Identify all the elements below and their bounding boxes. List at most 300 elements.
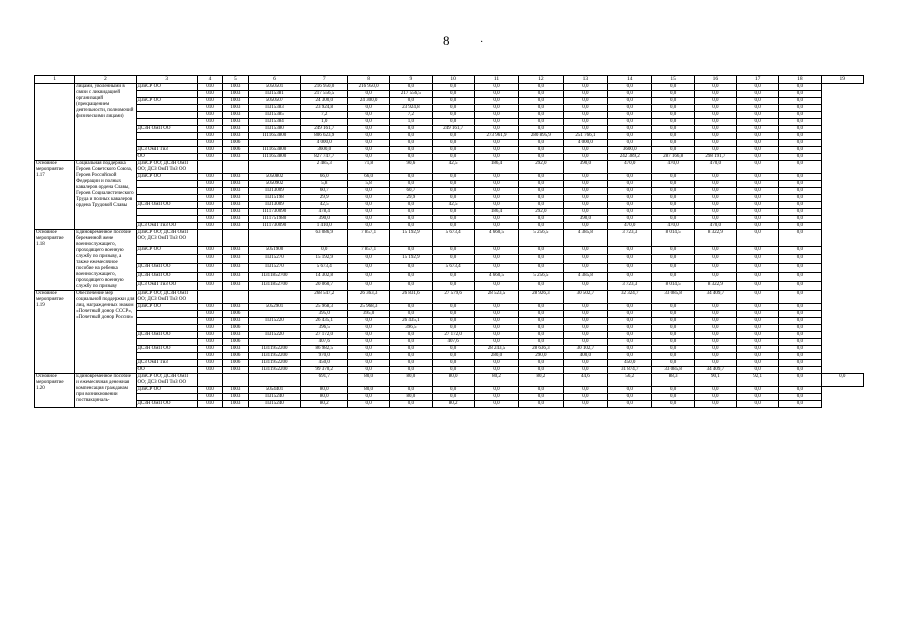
value-cell: 0,0 [694,174,736,181]
value-cell: 0,0 [694,202,736,209]
value-cell: 0,0 [779,126,821,133]
value-cell: 0,0 [474,311,518,318]
value-cell: 0,0 [390,154,432,161]
value-cell: 396,5 [390,325,432,332]
value-cell: 15 192,9 [390,255,432,264]
value-cell: 0,0 [474,174,518,181]
value-cell: 0,0 [519,360,563,367]
value-cell: 0,0 [347,133,389,140]
value-cell: 010 [197,181,222,188]
value-cell: 010 [197,339,222,346]
table-row [35,367,864,374]
table-row [35,216,864,223]
value-cell: 010 [197,98,222,105]
value-cell: 32 324,7 [608,291,652,304]
value-cell: 0,0 [694,140,736,147]
value-cell: П11653800 [248,133,301,140]
value-cell: 0,0 [563,311,607,318]
value-cell: 0,0 [694,195,736,202]
value-cell: П315240 [248,401,301,408]
value-cell: 0,0 [432,304,474,311]
value-cell: 010 [197,105,222,112]
value-cell: 0,0 [432,209,474,216]
value-cell: 1003 [223,304,248,311]
value-cell: 0,0 [563,98,607,105]
value-cell: 0,0 [608,246,652,255]
value-cell: 0,0 [519,140,563,147]
value-cell: 407,6 [301,339,348,346]
value-cell: 0,0 [474,195,518,202]
value-cell: П313009 [248,188,301,195]
value-cell: 5052901 [248,304,301,311]
value-cell: 1003 [223,112,248,119]
value-cell: 4 385,8 [563,230,607,247]
value-cell: 80,0 [301,387,348,394]
value-cell [223,230,248,247]
value-cell: 0,0 [652,264,694,273]
value-cell: П11730090 [248,223,301,230]
value-cell: 0,0 [347,147,389,154]
value-cell: 63 086,9 [301,230,348,247]
responsible-body: ДСЗ ОмП ТиЗ ОО [136,223,197,230]
value-cell: 5051900 [248,246,301,255]
value-cell: 0,0 [347,401,389,408]
value-cell: 0,0 [432,98,474,105]
value-cell: 0,0 [779,304,821,311]
value-cell: 0,0 [474,255,518,264]
value-cell: 0,0 [519,91,563,98]
value-cell: 80,0 [347,387,389,394]
value-cell: 0,0 [563,360,607,367]
table-row [35,84,864,91]
value-cell: 0,0 [474,119,518,126]
value-cell: П11653800 [248,154,301,161]
value-cell: 7,2 [390,112,432,119]
value-cell: 0,0 [779,273,821,282]
value-cell: 0,0 [779,282,821,291]
value-cell: 8 014,5 [652,230,694,247]
value-cell: 0,0 [301,246,348,255]
measure-code: Основное мероприятие 1.20 [35,374,75,408]
value-cell: 470,0 [652,223,694,230]
value-cell: 0,0 [432,181,474,188]
column-number: 19 [821,76,863,84]
value-cell: 25 968,3 [301,304,348,311]
table-row [35,230,864,247]
value-cell: 0,0 [608,98,652,105]
value-cell: 1003 [223,98,248,105]
value-cell: 1003 [223,367,248,374]
value-cell: 0,0 [736,311,778,318]
column-number: 2 [75,76,136,84]
value-cell: 0,0 [563,223,607,230]
value-cell: 0,0 [736,216,778,223]
value-cell: 249 161,7 [432,126,474,133]
value-cell: 0,0 [563,339,607,346]
value-cell: 0,0 [347,216,389,223]
value-cell: 0,0 [432,223,474,230]
value-cell: 1003 [223,174,248,181]
value-cell: 0,0 [779,119,821,126]
value-cell: 0,0 [390,202,432,209]
value-cell: 1006 [223,360,248,367]
value-cell: 0,0 [563,147,607,154]
value-cell: 42,5 [432,161,474,174]
value-cell: 1003 [223,255,248,264]
value-cell: 0,0 [347,126,389,133]
value-cell: 0,0 [519,105,563,112]
value-cell: 010 [197,147,222,154]
value-cell: 29,9 [301,195,348,202]
value-cell: 0,0 [779,255,821,264]
value-cell: 390,0 [563,216,607,223]
value-cell: 0,0 [736,273,778,282]
value-cell: 0,0 [519,282,563,291]
value-cell: 0,0 [779,346,821,353]
value-cell: 0,0 [779,154,821,161]
value-cell: 0,0 [563,195,607,202]
responsible-body [136,339,197,346]
value-cell: 0,0 [736,98,778,105]
responsible-body: ДЗиСР ОО [136,98,197,105]
value-cell: 0,0 [347,264,389,273]
table-row [35,98,864,105]
value-cell: 3600,0 [301,147,348,154]
value-cell: 71,8 [347,161,389,174]
value-cell: 5,8 [347,181,389,188]
value-cell: 0,0 [779,291,821,304]
value-cell: 0,0 [519,311,563,318]
value-cell: 0,0 [694,264,736,273]
value-cell: 0,0 [694,255,736,264]
table-body [35,76,864,408]
value-cell: 0,0 [347,202,389,209]
value-cell: 0,0 [390,353,432,360]
value-cell: 0,0 [347,209,389,216]
value-cell: 0,0 [347,112,389,119]
responsible-body [136,394,197,401]
value-cell: 56,2 [608,374,652,387]
value-cell: 0,0 [779,202,821,209]
value-cell: 0,0 [519,304,563,311]
value-cell: 0,0 [694,147,736,154]
value-cell: 0,0 [694,332,736,339]
value-cell: П315270 [248,255,301,264]
value-cell [223,291,248,304]
value-cell: 1 410,0 [301,223,348,230]
table-row [35,133,864,140]
value-cell: 217 556,5 [301,91,348,98]
value-cell: 5 673,4 [432,264,474,273]
value-cell: 0,0 [608,318,652,325]
value-cell: 0,0 [519,401,563,408]
value-cell: 0,0 [563,318,607,325]
table-row [35,126,864,133]
responsible-body: ДСЗН ОмП ОО [136,273,197,282]
value-cell: 470,0 [694,223,736,230]
column-number: 15 [652,76,694,84]
value-cell: 0,0 [779,318,821,325]
value-cell: 010 [197,188,222,195]
value-cell: 0,0 [608,394,652,401]
responsible-body: ОО [136,367,197,374]
value-cell: 42,5 [432,202,474,209]
value-cell: 0,0 [736,105,778,112]
value-cell: 0,0 [432,346,474,353]
value-cell: 26 435,1 [301,318,348,325]
value-cell: 010 [197,304,222,311]
value-cell: 0,0 [652,246,694,255]
table-row [35,311,864,318]
value-cell: 010 [197,112,222,119]
value-cell: 1003 [223,181,248,188]
value-cell: 0,0 [608,119,652,126]
value-cell: 1003 [223,84,248,91]
value-cell: 1003 [223,133,248,140]
responsible-body [136,325,197,332]
column-number: 11 [474,76,518,84]
value-cell: 0,0 [563,246,607,255]
value-cell: 0,0 [347,318,389,325]
value-cell: 0,0 [474,339,518,346]
value-cell: 8 014,5 [652,282,694,291]
value-cell: 0,0 [652,325,694,332]
value-cell: 0,0 [474,147,518,154]
value-cell: 0,0 [736,353,778,360]
table-row [35,174,864,181]
value-cell: 0,0 [608,346,652,353]
value-cell: 010 [197,84,222,91]
value-cell: 0,0 [736,318,778,325]
value-cell: 0,0 [779,387,821,394]
value-cell: 0,0 [432,91,474,98]
responsible-body: ДСЗН ОмП ОО [136,202,197,209]
value-cell: 0,0 [519,216,563,223]
value-cell: 010 [197,223,222,230]
value-cell: 010 [197,216,222,223]
value-cell: 390,0 [301,216,348,223]
value-cell: 010 [197,119,222,126]
value-cell: 0,0 [390,367,432,374]
value-cell: П313009 [248,202,301,209]
value-cell: 0,0 [519,387,563,394]
value-cell: 0,0 [652,181,694,188]
value-cell: 0,0 [652,318,694,325]
value-cell: 0,0 [347,273,389,282]
value-cell: 1003 [223,223,248,230]
value-cell: 0,0 [432,188,474,195]
value-cell: 0,0 [652,346,694,353]
value-cell: 80,0 [301,394,348,401]
value-cell: 0,0 [432,325,474,332]
value-cell: 0,0 [390,223,432,230]
value-cell: 80,0 [390,374,432,387]
value-cell: 0,0 [652,401,694,408]
value-cell: 0,0 [432,353,474,360]
value-cell: 0,0 [519,98,563,105]
value-cell: 0,0 [736,209,778,216]
value-cell: 0,0 [563,84,607,91]
value-cell: 0,0 [779,188,821,195]
value-cell: 44,6 [563,374,607,387]
value-cell: П315270 [248,264,301,273]
value-cell: 25 968,3 [347,304,389,311]
value-cell: 0,0 [736,282,778,291]
value-cell: 0,0 [390,140,432,147]
value-cell: 0,0 [736,140,778,147]
table-row [35,291,864,304]
value-cell: 0,0 [779,195,821,202]
value-cell: 1003 [223,126,248,133]
value-cell: 0,0 [519,84,563,91]
value-cell: 0,0 [432,282,474,291]
value-cell: 24 300,0 [301,98,348,105]
value-cell: 1003 [223,216,248,223]
value-cell: 0,0 [390,174,432,181]
value-cell: 0,0 [432,394,474,401]
value-cell: 7,2 [301,112,348,119]
value-cell: 0,0 [779,140,821,147]
responsible-body [136,353,197,360]
value-cell: 0,0 [736,181,778,188]
column-number: 4 [197,76,222,84]
value-cell: 0,0 [608,140,652,147]
value-cell: 273 961,9 [474,133,518,140]
value-cell: 30 102,7 [563,346,607,353]
value-cell: 0,0 [652,84,694,91]
value-cell: 0,0 [563,105,607,112]
value-cell: 28 926,3 [519,291,563,304]
value-cell: 0,0 [652,360,694,367]
value-cell: 242 389,2 [608,154,652,161]
value-cell [248,325,301,332]
value-cell: П11751980 [248,216,301,223]
table-row [35,105,864,112]
value-cell: 0,0 [390,360,432,367]
value-cell: 0,0 [432,195,474,202]
value-cell: 0,0 [608,133,652,140]
value-cell: 1003 [223,401,248,408]
value-cell: 28 523,5 [474,291,518,304]
value-cell: 1003 [223,154,248,161]
value-cell: 0,0 [608,112,652,119]
value-cell: 23 924,8 [301,105,348,112]
column-number: 6 [248,76,301,84]
responsible-body [136,188,197,195]
value-cell: 0,0 [347,367,389,374]
value-cell: 0,0 [736,246,778,255]
measure-description: Социальная поддержка Героев Советского Союза, Героев Российской Федерации и полных кавалеров ордена Славы, Героев Социалистического Труда и полных кавалеров ордена Трудовой Славы [75,161,136,230]
value-cell: 390,0 [563,161,607,174]
value-cell: 0,0 [432,174,474,181]
value-cell: 0,0 [652,202,694,209]
value-cell: 0,0 [390,273,432,282]
value-cell: 26 831,6 [390,291,432,304]
value-cell: 691,7 [301,374,348,387]
responsible-body [136,311,197,318]
value-cell: 0,0 [347,119,389,126]
value-cell: П315385 [248,112,301,119]
value-cell: 0,0 [694,84,736,91]
value-cell: 0,0 [474,188,518,195]
value-cell: 0,0 [474,216,518,223]
page-number: 8 [443,33,450,48]
value-cell: 396,5 [301,325,348,332]
value-cell: 1003 [223,188,248,195]
responsible-body: ДСЗН ОмП ОО [136,346,197,353]
column-number: 3 [136,76,197,84]
value-cell: 0,0 [779,216,821,223]
value-cell: 90,1 [694,374,736,387]
value-cell: 8 322,9 [694,282,736,291]
value-cell: 0,0 [694,346,736,353]
value-cell: 0,0 [652,273,694,282]
responsible-body: ДЗиСР ОО [136,84,197,91]
value-cell: 470,0 [694,161,736,174]
responsible-body: ДЗиСР ОО [136,387,197,394]
value-cell: 0,0 [779,105,821,112]
value-cell: 1006 [223,147,248,154]
value-cell: 0,0 [779,332,821,339]
value-cell: 80,2 [474,374,518,387]
responsible-body: ДСЗН ОмП ОО [136,264,197,273]
value-cell: 298 191,7 [694,154,736,161]
value-cell: 0,0 [432,255,474,264]
column-number: 8 [347,76,389,84]
value-cell: 0,0 [519,119,563,126]
value-cell: 0,0 [432,147,474,154]
value-cell: 450,0 [608,360,652,367]
value-cell: 0,0 [652,174,694,181]
value-cell: 0,0 [779,394,821,401]
value-cell: 1003 [223,202,248,209]
value-cell: 0,0 [652,387,694,394]
column-number: 5 [223,76,248,84]
value-cell: 0,0 [608,273,652,282]
value-cell: 0,0 [390,126,432,133]
value-cell: 0,0 [652,147,694,154]
value-cell: 0,0 [608,339,652,346]
value-cell: 5 256,5 [519,273,563,282]
value-cell: 0,0 [347,140,389,147]
value-cell: 0,0 [563,255,607,264]
value-cell: 0,0 [779,360,821,367]
value-cell: 0,0 [474,318,518,325]
value-cell: П315220 [248,332,301,339]
value-cell: 010 [197,126,222,133]
value-cell: 0,0 [474,126,518,133]
value-cell: 29,9 [390,195,432,202]
value-cell: 1003 [223,318,248,325]
value-cell: 0,0 [563,154,607,161]
value-cell [223,374,248,387]
value-cell: 0,0 [347,105,389,112]
value-cell: 4 385,8 [563,273,607,282]
value-cell: 7 857,1 [347,246,389,255]
responsible-body [136,112,197,119]
value-cell: 0,0 [652,126,694,133]
table-row [35,119,864,126]
value-cell: 0,0 [779,311,821,318]
value-cell: 1006 [223,140,248,147]
table-row [35,401,864,408]
value-cell: 0,0 [652,332,694,339]
value-cell: 15 192,9 [390,230,432,247]
value-cell: 0,0 [652,339,694,346]
value-cell: 0,0 [652,105,694,112]
value-cell [197,161,222,174]
responsible-body [136,105,197,112]
